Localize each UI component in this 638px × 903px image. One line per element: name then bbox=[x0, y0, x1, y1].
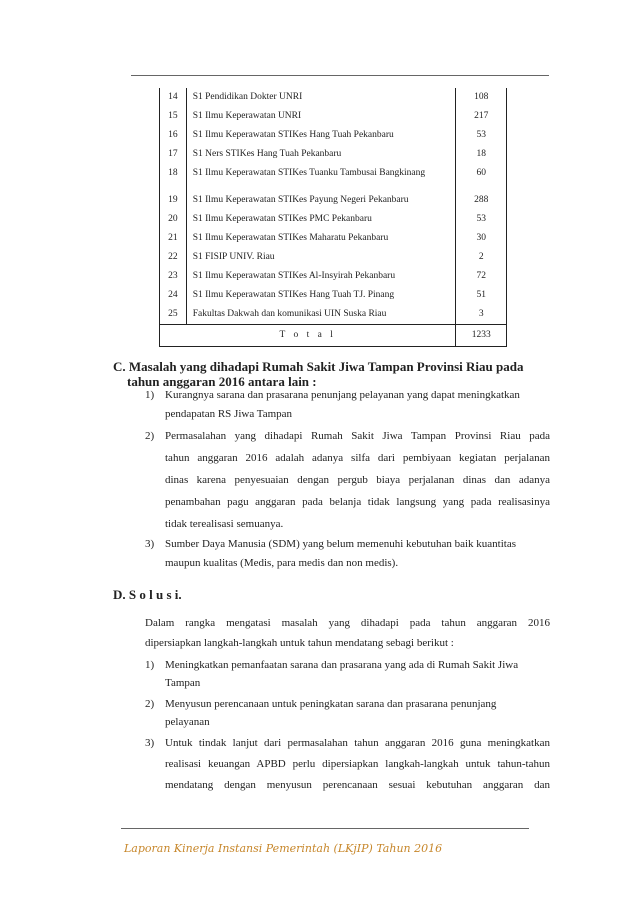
graduates-table bbox=[159, 88, 507, 347]
row-number: 23 bbox=[160, 267, 187, 286]
list-item-line: dinas karena penyesuaian dengan pergub biaya perjalanan dinas dan adanya bbox=[165, 474, 550, 486]
list-item-line: realisasi keuangan APBD perlu dipersiapkan langkah-langkah untuk tahun-tahun bbox=[165, 758, 550, 770]
footer-text: Laporan Kinerja Instansi Pemerintah (LKjIP) Tahun 2016 bbox=[124, 842, 443, 855]
list-number: 1) bbox=[145, 389, 155, 401]
row-value: 51 bbox=[456, 286, 507, 305]
row-name: S1 Ilmu Keperawatan STIKes Maharatu Pekanbaru bbox=[186, 229, 456, 248]
table-row bbox=[160, 286, 507, 305]
row-number: 15 bbox=[160, 107, 187, 126]
row-name: S1 Pendidikan Dokter UNRI bbox=[186, 88, 456, 107]
row-name: S1 Ilmu Keperawatan STIKes Al-Insyirah Pekanbaru bbox=[186, 267, 456, 286]
intro-line: Dalam rangka mengatasi masalah yang dihadapi pada tahun anggaran 2016 bbox=[145, 617, 550, 629]
list-item-line: penambahan pagu anggaran pada belanja tidak langsung yang pada realisasinya bbox=[165, 496, 550, 508]
row-value: 108 bbox=[456, 88, 507, 107]
section-c-heading: C. Masalah yang dihadapi Rumah Sakit Jiwa Tampan Provinsi Riau pada bbox=[113, 359, 524, 374]
table-row bbox=[160, 229, 507, 248]
table-row bbox=[160, 248, 507, 267]
table-row bbox=[160, 126, 507, 145]
table-row bbox=[160, 191, 507, 210]
list-item-line: maupun kualitas (Medis, para medis dan non medis). bbox=[165, 557, 399, 569]
table-row bbox=[160, 210, 507, 229]
row-number: 18 bbox=[160, 164, 187, 191]
table-row bbox=[160, 107, 507, 126]
list-item-line: Permasalahan yang dihadapi Rumah Sakit Jiwa Tampan Provinsi Riau pada bbox=[165, 430, 550, 442]
row-number: 17 bbox=[160, 145, 187, 164]
row-number: 21 bbox=[160, 229, 187, 248]
list-number: 2) bbox=[145, 698, 155, 710]
row-value: 72 bbox=[456, 267, 507, 286]
table-row bbox=[160, 267, 507, 286]
list-number: 2) bbox=[145, 430, 155, 442]
list-item-line: pelayanan bbox=[165, 716, 210, 728]
row-number: 22 bbox=[160, 248, 187, 267]
row-name: S1 Ilmu Keperawatan STIKes Payung Negeri Pekanbaru bbox=[186, 191, 456, 210]
row-value: 18 bbox=[456, 145, 507, 164]
row-value: 217 bbox=[456, 107, 507, 126]
list-item-line: pendapatan RS Jiwa Tampan bbox=[165, 408, 293, 420]
section-c-heading-cont: tahun anggaran 2016 antara lain : bbox=[127, 374, 317, 389]
list-item-line: Menyusun perencanaan untuk peningkatan sarana dan prasarana penunjang bbox=[165, 698, 497, 710]
row-number: 24 bbox=[160, 286, 187, 305]
list-item-line: tahun anggaran 2016 adalah adanya silfa dari pembiyaan kegiatan perjalanan bbox=[165, 452, 550, 464]
row-value: 288 bbox=[456, 191, 507, 210]
row-value: 2 bbox=[456, 248, 507, 267]
section-d-heading: D. S o l u s i. bbox=[113, 587, 182, 602]
row-name: S1 Ners STIKes Hang Tuah Pekanbaru bbox=[186, 145, 456, 164]
row-name: S1 Ilmu Keperawatan STIKes Hang Tuah Pekanbaru bbox=[186, 126, 456, 145]
table-row bbox=[160, 145, 507, 164]
row-name: S1 FISIP UNIV. Riau bbox=[186, 248, 456, 267]
table-row bbox=[160, 164, 507, 191]
intro-line: dipersiapkan langkah-langkah untuk tahun mendatang sebagi berikut : bbox=[145, 637, 454, 649]
list-item-line: tidak terealisasi semuanya. bbox=[165, 518, 284, 530]
table-total-row bbox=[160, 325, 507, 347]
row-value: 30 bbox=[456, 229, 507, 248]
footer-rule bbox=[121, 828, 529, 829]
list-item-line: Tampan bbox=[165, 677, 201, 689]
list-number: 3) bbox=[145, 737, 155, 749]
row-number: 25 bbox=[160, 305, 187, 325]
table-row bbox=[160, 88, 507, 107]
header-rule bbox=[131, 75, 549, 76]
total-value: 1233 bbox=[456, 325, 507, 347]
row-name: S1 Ilmu Keperawatan STIKes Tuanku Tambusai Bangkinang bbox=[186, 164, 456, 191]
row-number: 14 bbox=[160, 88, 187, 107]
table-row bbox=[160, 305, 507, 325]
list-item-line: Meningkatkan pemanfaatan sarana dan prasarana yang ada di Rumah Sakit Jiwa bbox=[165, 659, 519, 671]
total-label: T o t a l bbox=[160, 325, 456, 347]
row-value: 53 bbox=[456, 210, 507, 229]
row-number: 20 bbox=[160, 210, 187, 229]
row-name: S1 Ilmu Keperawatan STIKes PMC Pekanbaru bbox=[186, 210, 456, 229]
list-number: 1) bbox=[145, 659, 155, 671]
list-item-line: Sumber Daya Manusia (SDM) yang belum memenuhi kebutuhan baik kuantitas bbox=[165, 538, 517, 550]
list-item-line: Kurangnya sarana dan prasarana penunjang pelayanan yang dapat meningkatkan bbox=[165, 389, 520, 401]
row-value: 3 bbox=[456, 305, 507, 325]
row-value: 60 bbox=[456, 164, 507, 191]
row-name: Fakultas Dakwah dan komunikasi UIN Suska Riau bbox=[186, 305, 456, 325]
row-number: 19 bbox=[160, 191, 187, 210]
list-item-line: Untuk tindak lanjut dari permasalahan tahun anggaran 2016 guna meningkatkan bbox=[165, 737, 550, 749]
list-item-line: mendatang dengan menyusun perencanaan sesuai kebutuhan anggaran dan bbox=[165, 779, 550, 791]
row-number: 16 bbox=[160, 126, 187, 145]
list-number: 3) bbox=[145, 538, 155, 550]
row-name: S1 Ilmu Keperawatan UNRI bbox=[186, 107, 456, 126]
row-value: 53 bbox=[456, 126, 507, 145]
row-name: S1 Ilmu Keperawatan STIKes Hang Tuah TJ. Pinang bbox=[186, 286, 456, 305]
